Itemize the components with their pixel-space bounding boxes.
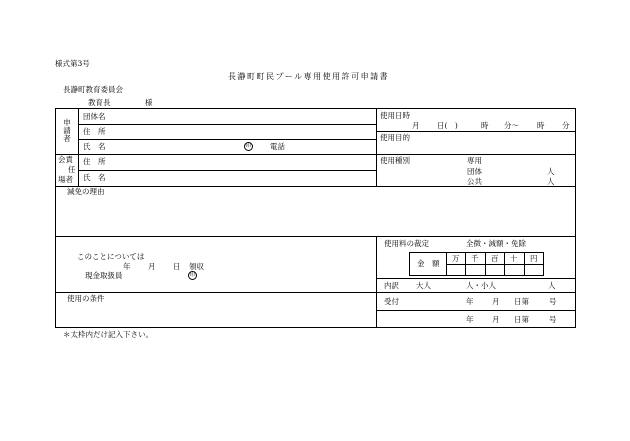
footnote: ＊太枠内だけ記入下さい。 — [63, 330, 153, 339]
usage-type-group-unit: 人 — [547, 167, 555, 176]
usage-datetime-label: 使用日時 — [380, 111, 410, 120]
meeting-address-label: 住 所 — [83, 157, 106, 166]
reception-year: 年 — [466, 297, 474, 306]
main-divider — [376, 108, 377, 186]
reception-label: 受付 — [384, 297, 399, 306]
reception-month: 月 — [492, 297, 500, 306]
permit-day-no: 日第 — [514, 315, 529, 324]
receipt-month: 月 — [148, 262, 156, 271]
permit-month: 月 — [492, 315, 500, 324]
reception-no: 号 — [549, 297, 557, 306]
receipt-received: 領収 — [189, 262, 204, 271]
meeting-side-label-top: 会責 — [58, 155, 73, 164]
usage-min-start: 分〜 — [504, 121, 519, 130]
adults-label: 大人 — [416, 281, 431, 290]
meeting-side-label-mid: 任 — [68, 165, 76, 174]
usage-type-public: 公共 — [467, 177, 482, 186]
name-label: 氏 名 — [83, 142, 106, 151]
conditions-label: 使用の条件 — [67, 294, 105, 303]
addressee: 長瀞町教育委員会 — [63, 85, 123, 94]
usage-type-label: 使用種別 — [380, 156, 410, 165]
usage-type-public-unit: 人 — [547, 177, 555, 186]
purpose-label: 使用目的 — [380, 133, 410, 142]
fee-options: 全徴・減額・免除 — [466, 239, 526, 248]
digit-man: 万 — [452, 254, 460, 263]
form-frame — [55, 108, 576, 237]
superintendent-label: 教育長 — [88, 98, 111, 107]
fee-label: 使用料の裁定 — [384, 239, 429, 248]
seal-mark: 印 — [245, 143, 252, 149]
meeting-side-label-bot: 場者 — [58, 175, 73, 184]
honorific: 様 — [145, 98, 153, 107]
permit-no: 号 — [549, 315, 557, 324]
usage-type-group: 団体 — [467, 167, 482, 176]
usage-month: 月 — [412, 121, 420, 130]
meeting-name-label: 氏 名 — [83, 173, 106, 182]
form-title: 長瀞町町民プール専用使用許可申請書 — [228, 72, 390, 81]
phone-label: 電話 — [270, 142, 285, 151]
cashier-seal-mark: 印 — [189, 272, 196, 278]
digit-hyaku: 百 — [491, 254, 499, 263]
breakdown-label: 内訳 — [384, 281, 399, 290]
person-unit: 人 — [548, 281, 556, 290]
address-label: 住 所 — [83, 127, 106, 136]
digit-sen: 千 — [471, 254, 479, 263]
exemption-reason-label: 減免の理由 — [67, 187, 105, 196]
permit-year: 年 — [466, 315, 474, 324]
cashier-label: 現金取扱員 — [85, 271, 123, 280]
receipt-day: 日 — [173, 262, 181, 271]
applicant-side-label: 申請者 — [63, 118, 71, 143]
usage-hour-start: 時 — [481, 121, 489, 130]
org-name-label: 団体名 — [83, 112, 106, 121]
usage-min-end: 分 — [562, 121, 570, 130]
usage-hour-end: 時 — [537, 121, 545, 130]
receipt-line1: このことについては — [77, 252, 145, 261]
amount-label: 金 額 — [417, 259, 440, 268]
usage-type-exclusive: 専用 — [467, 156, 482, 165]
reception-day-no: 日第 — [514, 297, 529, 306]
digit-en: 円 — [530, 254, 538, 263]
digit-juu: 十 — [510, 254, 518, 263]
form-number: 様式第3号 — [55, 59, 90, 68]
receipt-year: 年 — [123, 262, 131, 271]
children-label: 人・小人 — [466, 281, 496, 290]
usage-day: 日( ) — [437, 121, 458, 130]
